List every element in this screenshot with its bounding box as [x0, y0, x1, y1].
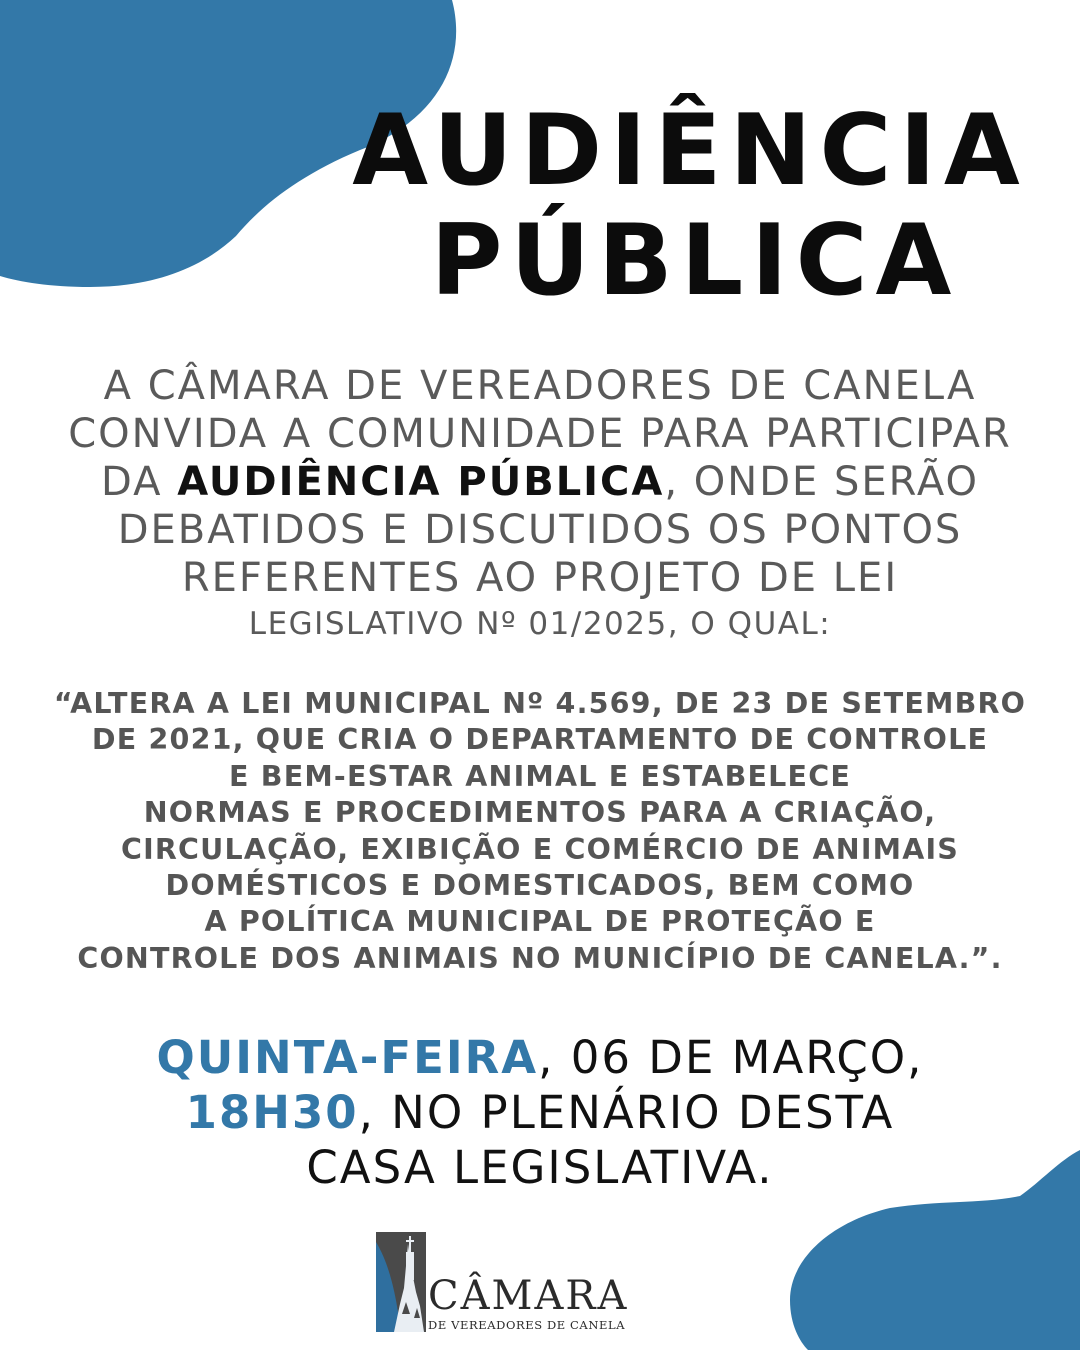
quote-line: DE 2021, QUE CRIA O DEPARTAMENTO DE CONTROLE	[91, 723, 989, 757]
schedule-date-line	[40, 1030, 1040, 1085]
quote-line: A POLÍTICA MUNICIPAL DE PROTEÇÃO E	[204, 905, 876, 939]
intro-line-5: REFERENTES AO PROJETO DE LEI	[181, 555, 899, 601]
intro-line-2: CONVIDA A COMUNIDADE PARA PARTICIPAR	[68, 411, 1012, 457]
logo-name: CÂMARA	[428, 1273, 629, 1319]
intro-line-4: DEBATIDOS E DISCUTIDOS OS PONTOS	[117, 507, 963, 553]
schedule-time: 18H30	[185, 1086, 359, 1139]
intro-line-6: LEGISLATIVO Nº 01/2025, O QUAL:	[248, 606, 832, 642]
event-schedule	[40, 1030, 1040, 1195]
schedule-place: , NO PLENÁRIO DESTA	[358, 1086, 895, 1139]
schedule-time-line	[40, 1085, 1040, 1140]
page-title-line-2: PÚBLICA	[430, 204, 960, 318]
quote-line: DOMÉSTICOS E DOMESTICADOS, BEM COMO	[165, 869, 915, 903]
church-spire-icon	[376, 1232, 428, 1332]
intro-line-1: A CÂMARA DE VEREADORES DE CANELA	[103, 363, 977, 409]
schedule-date: , 06 DE MARÇO,	[538, 1031, 924, 1084]
page-title-line-1: AUDIÊNCIA	[352, 94, 1028, 208]
law-quote	[10, 686, 1070, 977]
quote-line: NORMAS E PROCEDIMENTOS PARA A CRIAÇÃO,	[143, 796, 937, 830]
logo-subtitle: DE VEREADORES DE CANELA	[428, 1318, 626, 1332]
quote-line: E BEM-ESTAR ANIMAL E ESTABELECE	[228, 759, 851, 793]
quote-line: CONTROLE DOS ANIMAIS NO MUNICÍPIO DE CANELA.”.	[77, 941, 1003, 975]
quote-line: CIRCULAÇÃO, EXIBIÇÃO E COMÉRCIO DE ANIMAIS	[120, 832, 960, 866]
camara-logo	[376, 1232, 646, 1336]
intro-highlight: AUDIÊNCIA PÚBLICA	[177, 459, 665, 505]
quote-line: “ALTERA A LEI MUNICIPAL Nº 4.569, DE 23 DE SETEMBRO	[53, 687, 1027, 720]
schedule-place-line: CASA LEGISLATIVA.	[306, 1141, 774, 1194]
intro-line-3-suffix: , ONDE SERÃO	[664, 459, 979, 505]
intro-paragraph	[20, 362, 1060, 646]
intro-line-3	[20, 458, 1060, 506]
intro-line-3-prefix: DA	[101, 459, 178, 505]
schedule-day: QUINTA-FEIRA	[156, 1031, 539, 1084]
